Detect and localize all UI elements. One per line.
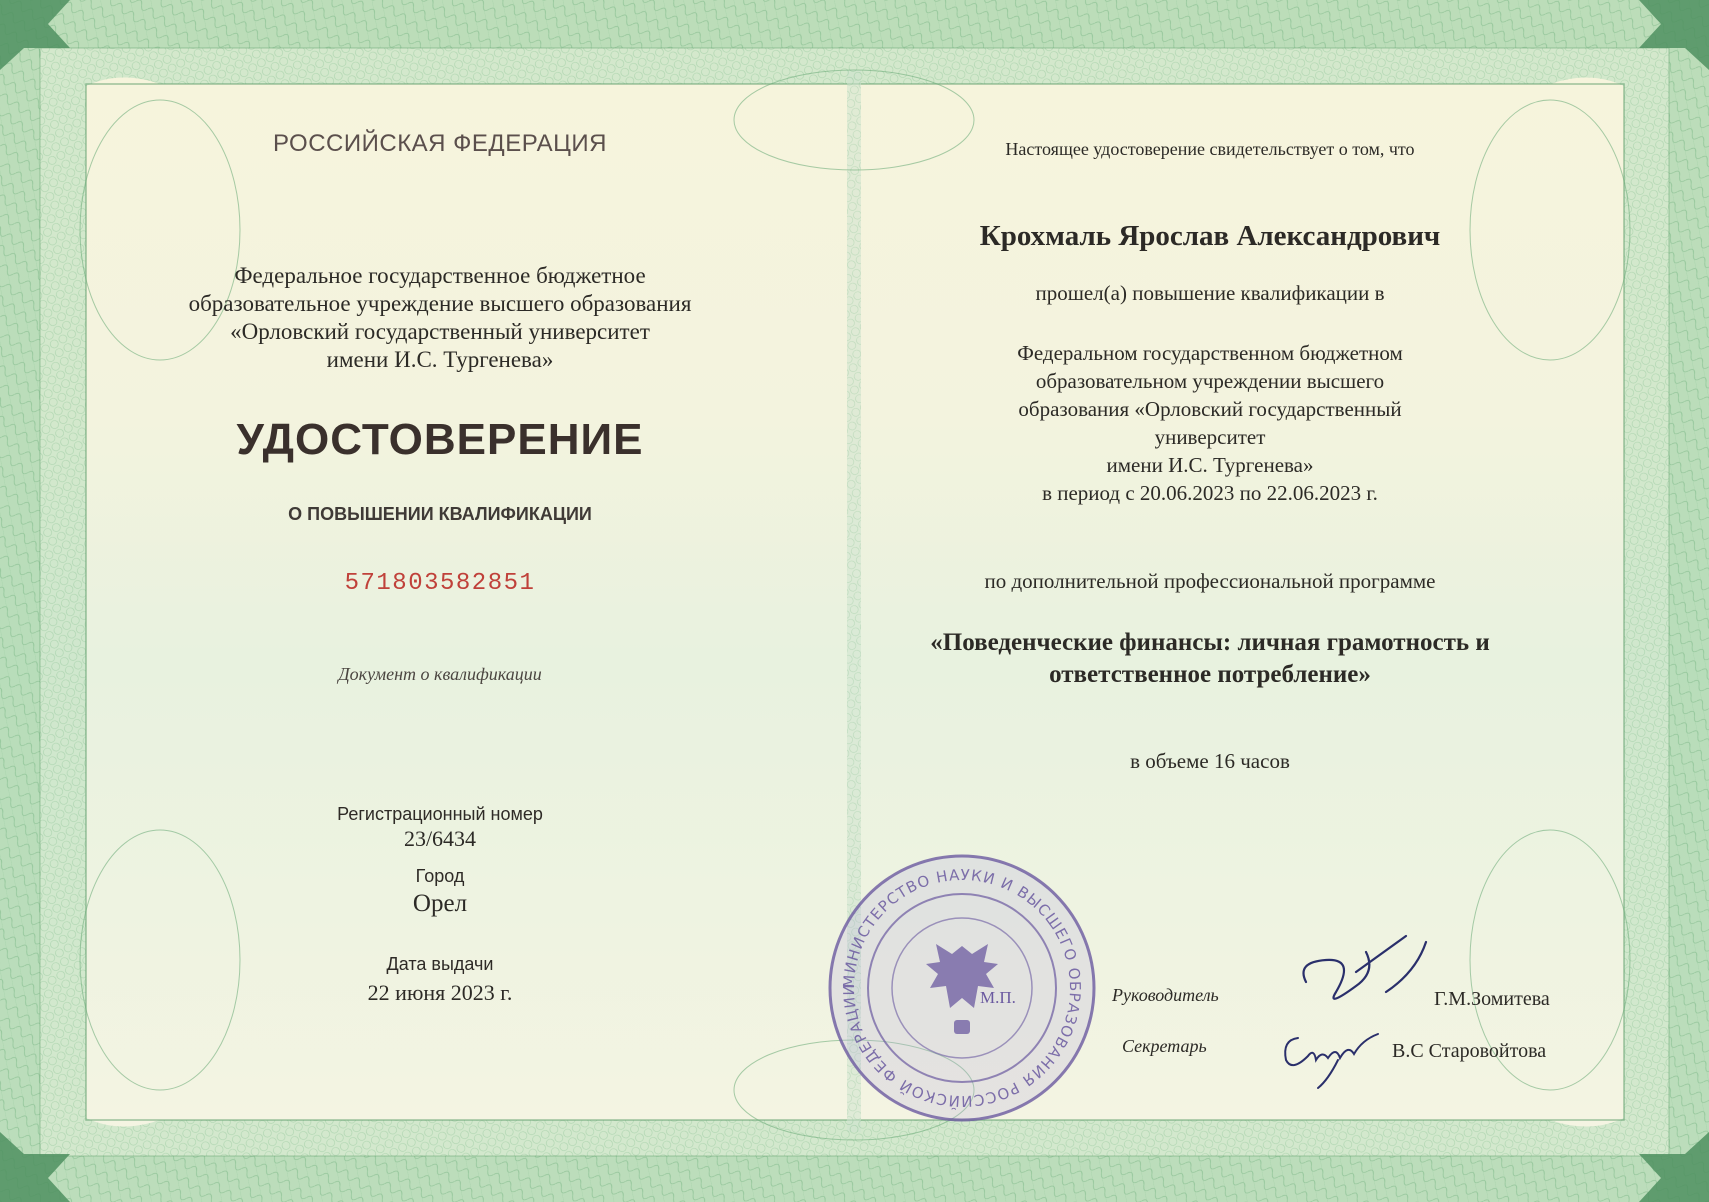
official-seal-icon [822, 848, 1102, 1128]
org-line: образования «Орловский государственный [1018, 397, 1402, 421]
intro-text: Настоящее удостоверение свидетельствует о том, что [1005, 139, 1415, 159]
training-organization [860, 339, 1560, 507]
program-line: «Поведенческие финансы: личная грамотность и [930, 629, 1490, 656]
org-line: имени И.С. Тургенева» [1106, 453, 1314, 477]
volume-hours: в объеме 16 часов [1130, 749, 1290, 773]
issuer-line: «Орловский государственный университет [230, 319, 650, 344]
holder-name: Крохмаль Ярослав Александрович [979, 220, 1441, 252]
city-label: Город [415, 866, 465, 886]
country-label: РОССИЙСКАЯ ФЕДЕРАЦИЯ [273, 130, 607, 157]
issue-date-value: 22 июня 2023 г. [367, 980, 513, 1005]
signature-role-director: Руководитель [1112, 985, 1219, 1005]
document-kind: Документ о квалификации [338, 664, 542, 684]
document-title: УДОСТОВЕРЕНИЕ [236, 415, 644, 464]
period-line: в период с 20.06.2023 по 22.06.2023 г. [1042, 481, 1378, 505]
secretary-signature-icon [1278, 1020, 1388, 1090]
issuer-line: Федеральное государственное бюджетное [234, 263, 646, 288]
issuer-line: образовательное учреждение высшего образования [188, 291, 692, 316]
seal-mark: М.П. [980, 988, 1016, 1007]
document-subtitle: О ПОВЫШЕНИИ КВАЛИФИКАЦИИ [288, 504, 592, 524]
signature-name-director: Г.М.Зомитева [1434, 988, 1550, 1010]
org-line: университет [1154, 425, 1266, 449]
program-title [860, 627, 1560, 691]
director-signature-icon [1296, 932, 1436, 1012]
issue-date-label: Дата выдачи [386, 954, 494, 974]
serial-number: 571803582851 [344, 570, 536, 597]
registration-number: 23/6434 [403, 826, 477, 851]
registration-label: Регистрационный номер [337, 804, 543, 824]
org-line: образовательном учреждении высшего [1035, 369, 1385, 393]
city-value: Орел [412, 890, 468, 917]
signature-role-secretary: Секретарь [1122, 1036, 1207, 1056]
issuer-institution [120, 262, 760, 374]
org-line: Федеральном государственном бюджетном [1017, 341, 1403, 365]
program-line: ответственное потребление» [1049, 661, 1371, 688]
passed-text: прошел(а) повышение квалификации в [1035, 281, 1385, 305]
seal-text: МИНИСТЕРСТВО НАУКИ И ВЫСШЕГО ОБРАЗОВАНИЯ РОССИЙСКОЙ ФЕДЕРАЦИИ [839, 865, 1085, 1111]
issuer-line: имени И.С. Тургенева» [326, 347, 554, 372]
program-label: по дополнительной профессиональной программе [984, 569, 1436, 593]
signature-name-secretary: В.С Старовойтова [1392, 1040, 1547, 1062]
